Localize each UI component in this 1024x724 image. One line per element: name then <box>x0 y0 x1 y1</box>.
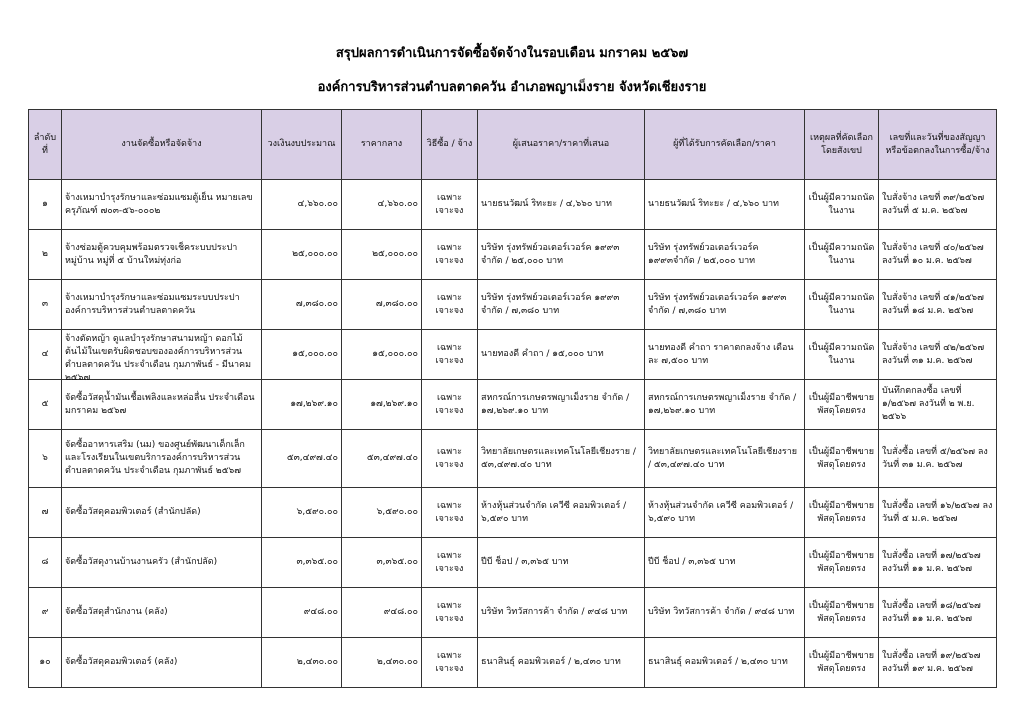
selected-vendor <box>645 280 805 330</box>
budget-amount <box>262 588 342 638</box>
contract-reference-text: ใบสั่งซื้อ เลขที่ ๑๗/๒๕๖๗ ลงวันที่ ๑๑ ม.ค. ๒๕๖๗ <box>882 550 981 574</box>
median-price-text: ๑๕,๐๐๐.๐๐ <box>372 349 418 359</box>
work-description-text: จ้างซ่อมตู้ควบคุมพร้อมตรวจเช็คระบบประปาหมู่บ้าน หมู่ที่ ๕ บ้านใหม่ทุ่งก่อ <box>65 242 238 266</box>
median-price <box>342 430 422 488</box>
selection-reason <box>805 638 879 688</box>
median-price <box>342 488 422 538</box>
row-number-text: ๗ <box>41 507 49 517</box>
contract-reference-text: ใบสั่งซื้อ เลขที่ ๑๙/๒๕๖๗ ลงวันที่ ๑๙ ม.ค. ๒๕๖๗ <box>882 650 981 674</box>
median-price-text: ๗,๓๘๐.๐๐ <box>375 299 418 309</box>
procurement-method <box>422 588 478 638</box>
selection-reason <box>805 488 879 538</box>
table-row <box>29 180 997 230</box>
bidder-offer-text: นายธนวัฒน์ ริทะยะ / ๔,๖๖๐ บาท <box>481 199 612 209</box>
budget-amount-text: ๗,๓๘๐.๐๐ <box>295 299 338 309</box>
row-number <box>29 330 62 380</box>
selection-reason-text: เป็นผู้มีความถนัดในงาน <box>808 242 875 266</box>
work-description <box>62 330 262 383</box>
selected-vendor <box>645 330 805 380</box>
procurement-method <box>422 230 478 280</box>
median-price-text: ๓,๓๖๕.๐๐ <box>376 557 418 567</box>
bidder-offer-text: ธนาสินธุ์ คอมพิวเตอร์ / ๒,๔๓๐ บาท <box>481 657 621 667</box>
header-method: วิธีซื้อ / จ้าง <box>422 110 478 180</box>
bidder-offer <box>478 488 645 538</box>
median-price-text: ๒๕,๐๐๐.๐๐ <box>372 249 418 259</box>
selection-reason-text: เป็นผู้มีอาชีพขายพัสดุโดยตรง <box>808 446 875 470</box>
selected-vendor <box>645 488 805 538</box>
bidder-offer <box>478 280 645 330</box>
header-selected: ผู้ที่ได้รับการคัดเลือก/ราคา <box>645 110 805 180</box>
median-price-text: ๒,๔๓๐.๐๐ <box>376 657 418 667</box>
bidder-offer-text: ห้างหุ้นส่วนจำกัด เควีซี คอมพิวเตอร์ / ๖,๕๙๐ บาท <box>481 500 627 524</box>
table-row <box>29 380 997 430</box>
contract-reference <box>879 588 997 638</box>
selected-vendor-text: สหกรณ์การเกษตรพญาเม็งราย จำกัด / ๑๗,๒๖๙.๑๐ บาท <box>648 392 797 416</box>
bidder-offer-text: บริษัท รุ่งทรัพย์วอเตอร์เวอร์ค ๑๙๙๓ จำกัด / ๒๕,๐๐๐ บาท <box>481 242 620 266</box>
work-description-text: จัดซื้อวัสดุคอมพิวเตอร์ (สำนักปลัด) <box>65 507 201 517</box>
table-row <box>29 230 997 280</box>
selection-reason-text: เป็นผู้มีความถนัดในงาน <box>808 192 875 216</box>
budget-amount-text: ๙๔๘.๐๐ <box>303 607 338 617</box>
procurement-method <box>422 180 478 230</box>
row-number <box>29 280 62 330</box>
budget-amount <box>262 538 342 588</box>
selection-reason <box>805 588 879 638</box>
procurement-method <box>422 538 478 588</box>
selection-reason <box>805 538 879 588</box>
row-number-text: ๒ <box>42 249 48 259</box>
bidder-offer <box>478 180 645 230</box>
contract-reference-text: ใบสั่งจ้าง เลขที่ ๔๐/๒๕๖๗ ลงวันที่ ๑๐ ม.ค. ๒๕๖๗ <box>882 242 984 266</box>
document-subtitle: องค์การบริหารส่วนตำบลตาดควัน อำเภอพญาเม็งราย จังหวัดเชียงราย <box>317 80 707 95</box>
row-number-text: ๙ <box>41 607 49 617</box>
selection-reason <box>805 330 879 380</box>
median-price-text: ๖,๕๙๐.๐๐ <box>376 507 418 517</box>
selection-reason <box>805 380 879 430</box>
table-row <box>29 488 997 538</box>
contract-reference-text: ใบสั่งจ้าง เลขที่ ๔๒/๒๕๖๗ ลงวันที่ ๓๑ ม.ค. ๒๕๖๗ <box>882 342 985 366</box>
budget-amount-text: ๖,๕๙๐.๐๐ <box>296 507 338 517</box>
header-contract: เลขที่และวันที่ของสัญญาหรือข้อตกลงในการซื้อ/จ้าง <box>879 110 997 180</box>
table-row <box>29 538 997 588</box>
contract-reference-text: ใบสั่งซื้อ เลขที่ ๑๘/๒๕๖๗ ลงวันที่ ๑๑ ม.ค. ๒๕๖๗ <box>882 600 981 624</box>
contract-reference <box>879 488 997 538</box>
bidder-offer <box>478 230 645 280</box>
row-number <box>29 588 62 638</box>
bidder-offer <box>478 430 645 488</box>
budget-amount-text: ๑๗,๒๖๙.๑๐ <box>290 399 338 409</box>
contract-reference <box>879 280 997 330</box>
header-work: งานจัดซื้อหรือจัดจ้าง <box>62 110 262 180</box>
selection-reason <box>805 280 879 330</box>
contract-reference <box>879 638 997 688</box>
row-number-text: ๑ <box>42 199 48 209</box>
header-budget: วงเงินงบประมาณ <box>262 110 342 180</box>
selected-vendor-text: ธนาสินธุ์ คอมพิวเตอร์ / ๒,๔๓๐ บาท <box>648 657 788 667</box>
contract-reference <box>879 330 997 380</box>
selected-vendor <box>645 230 805 280</box>
budget-amount <box>262 230 342 280</box>
contract-reference-text: ใบสั่งจ้าง เลขที่ ๓๙/๒๕๖๗ ลงวันที่ ๕ ม.ค. ๒๕๖๗ <box>882 192 985 216</box>
median-price <box>342 230 422 280</box>
selected-vendor-text: ปีบี ช็อป / ๓,๓๖๕ บาท <box>648 557 736 567</box>
budget-amount <box>262 330 342 380</box>
table-row <box>29 280 997 330</box>
document-title: สรุปผลการดำเนินการจัดซื้อจัดจ้างในรอบเดือน มกราคม ๒๕๖๗ <box>335 46 689 61</box>
bidder-offer-text: ปีบี ช็อป / ๓,๓๖๕ บาท <box>481 557 569 567</box>
procurement-method <box>422 380 478 430</box>
bidder-offer-text: สหกรณ์การเกษตรพญาเม็งราย จำกัด / ๑๗,๒๖๙.๑๐ บาท <box>481 392 630 416</box>
contract-reference <box>879 230 997 280</box>
budget-amount <box>262 380 342 430</box>
procurement-method-text: เฉพาะเจาะจง <box>435 292 464 316</box>
selection-reason-text: เป็นผู้มีอาชีพขายพัสดุโดยตรง <box>808 600 875 624</box>
budget-amount-text: ๕๓,๔๙๗.๔๐ <box>286 453 338 463</box>
work-description-text: จัดซื้ออาหารเสริม (นม) ของศูนย์พัฒนาเด็กเล็กและโรงเรียนในเขตบริการองค์การบริหารส่วนตำบลตาดควัน ประจำเดือน กุมภาพันธ์ ๒๕๖๗ <box>65 440 245 476</box>
work-description <box>62 538 262 588</box>
procurement-method <box>422 430 478 488</box>
selected-vendor <box>645 180 805 230</box>
bidder-offer <box>478 330 645 380</box>
row-number-text: ๖ <box>42 453 48 463</box>
median-price-text: ๔,๖๖๐.๐๐ <box>377 199 418 209</box>
median-price-text: ๑๗,๒๖๙.๑๐ <box>370 399 418 409</box>
header-no: ลำดับที่ <box>29 110 62 180</box>
selection-reason-text: เป็นผู้มีความถนัดในงาน <box>808 292 875 316</box>
selected-vendor <box>645 430 805 488</box>
median-price <box>342 638 422 688</box>
procurement-method <box>422 280 478 330</box>
row-number <box>29 180 62 230</box>
row-number <box>29 430 62 488</box>
work-description <box>62 280 262 330</box>
work-description-text: จ้างเหมาบำรุงรักษาและซ่อมแซมระบบประปาองค์การบริหารส่วนตำบลตาดควัน <box>65 292 240 316</box>
procurement-method-text: เฉพาะเจาะจง <box>435 500 464 524</box>
budget-amount-text: ๔,๖๖๐.๐๐ <box>297 199 338 209</box>
selected-vendor <box>645 588 805 638</box>
work-description <box>62 380 262 430</box>
budget-amount-text: ๒,๔๓๐.๐๐ <box>296 657 338 667</box>
selection-reason <box>805 230 879 280</box>
selected-vendor-text: นายธนวัฒน์ ริทะยะ / ๔,๖๖๐ บาท <box>648 199 779 209</box>
selected-vendor-text: บริษัท รุ่งทรัพย์วอเตอร์เวอร์ค ๑๙๙๓จำกัด / ๒๕,๐๐๐ บาท <box>648 242 759 266</box>
work-description-text: จัดซื้อวัสดุสำนักงาน (คลัง) <box>65 607 168 617</box>
contract-reference-text: บันทึกตกลงซื้อ เลขที่ ๑/๒๕๖๗ ลงวันที่ ๒ พ.ย. ๒๕๖๖ <box>882 386 975 422</box>
work-description-text: จัดซื้อวัสดุน้ำมันเชื้อเพลิงและหล่อลื่น ประจำเดือน มกราคม ๒๕๖๗ <box>65 392 255 416</box>
row-number <box>29 638 62 688</box>
row-number-text: ๔ <box>41 349 49 359</box>
selected-vendor-text: วิทยาลัยเกษตรและเทคโนโลยีเชียงราย / ๕๓,๔๙๗.๔๐ บาท <box>648 446 798 470</box>
budget-amount <box>262 180 342 230</box>
median-price <box>342 280 422 330</box>
selection-reason <box>805 180 879 230</box>
median-price <box>342 330 422 380</box>
bidder-offer-text: บริษัท รุ่งทรัพย์วอเตอร์เวอร์ค ๑๙๙๓ จำกัด / ๗,๓๘๐ บาท <box>481 292 620 316</box>
procurement-method <box>422 488 478 538</box>
row-number-text: ๕ <box>41 399 49 409</box>
selected-vendor <box>645 538 805 588</box>
row-number <box>29 538 62 588</box>
work-description <box>62 588 262 638</box>
procurement-method-text: เฉพาะเจาะจง <box>435 550 464 574</box>
procurement-method <box>422 638 478 688</box>
selection-reason <box>805 430 879 488</box>
work-description <box>62 230 262 280</box>
budget-amount <box>262 488 342 538</box>
median-price-text: ๙๔๘.๐๐ <box>383 607 418 617</box>
procurement-method-text: เฉพาะเจาะจง <box>435 242 464 266</box>
row-number-text: ๘ <box>41 557 49 567</box>
work-description <box>62 638 262 688</box>
selection-reason-text: เป็นผู้มีอาชีพขายพัสดุโดยตรง <box>808 500 875 524</box>
selected-vendor-text: นายทองดี คำถา ราคาตกลงจ้าง เดือนละ ๗,๕๐๐ บาท <box>648 342 794 366</box>
table-row <box>29 588 997 638</box>
procurement-method-text: เฉพาะเจาะจง <box>435 192 464 216</box>
row-number <box>29 230 62 280</box>
work-description-text: จ้างตัดหญ้า ดูแลบำรุงรักษาสนามหญ้า ดอกไม้ ต้นไม้ในเขตรับผิดชอบขององค์การบริหารส่วนตำบลตาดควัน ประจำเดือน กุมภาพันธ์ - มีนาคม ๒๕๖๗ <box>65 333 252 383</box>
row-number <box>29 488 62 538</box>
contract-reference <box>879 380 997 430</box>
procurement-table <box>28 109 997 688</box>
selection-reason-text: เป็นผู้มีอาชีพขายพัสดุโดยตรง <box>808 650 875 674</box>
table-row <box>29 430 997 488</box>
table-header-row <box>29 110 997 180</box>
budget-amount <box>262 638 342 688</box>
bidder-offer <box>478 538 645 588</box>
procurement-method-text: เฉพาะเจาะจง <box>435 446 464 470</box>
procurement-method-text: เฉพาะเจาะจง <box>435 392 464 416</box>
selected-vendor-text: บริษัท รุ่งทรัพย์วอเตอร์เวอร์ค ๑๙๙๓ จำกัด / ๗,๓๘๐ บาท <box>648 292 787 316</box>
contract-reference-text: ใบสั่งซื้อ เลขที่ ๕/๒๕๖๗ ลงวันที่ ๓๑ ม.ค. ๒๕๖๗ <box>882 446 988 470</box>
procurement-method <box>422 330 478 380</box>
bidder-offer-text: นายทองดี คำถา / ๑๕,๐๐๐ บาท <box>481 349 604 359</box>
work-description-text: จัดซื้อวัสดุงานบ้านงานครัว (สำนักปลัด) <box>65 557 218 567</box>
selection-reason-text: เป็นผู้มีอาชีพขายพัสดุโดยตรง <box>808 550 875 574</box>
median-price <box>342 180 422 230</box>
bidder-offer <box>478 380 645 430</box>
selected-vendor-text: บริษัท วิทวัสการค้า จำกัด / ๙๔๘ บาท <box>648 607 795 617</box>
contract-reference <box>879 430 997 488</box>
work-description <box>62 430 262 488</box>
header-median-price: ราคากลาง <box>342 110 422 180</box>
budget-amount-text: ๑๕,๐๐๐.๐๐ <box>292 349 338 359</box>
bidder-offer-text: บริษัท วิทวัสการค้า จำกัด / ๙๔๘ บาท <box>481 607 628 617</box>
work-description-text: จัดซื้อวัสดุคอมพิวเตอร์ (คลัง) <box>65 657 178 667</box>
procurement-method-text: เฉพาะเจาะจง <box>435 342 464 366</box>
row-number-text: ๓ <box>41 299 49 309</box>
table-row <box>29 638 997 688</box>
selected-vendor <box>645 638 805 688</box>
table-row <box>29 330 997 380</box>
contract-reference-text: ใบสั่งจ้าง เลขที่ ๔๑/๒๕๖๗ ลงวันที่ ๑๘ ม.ค. ๒๕๖๗ <box>882 292 984 316</box>
bidder-offer-text: วิทยาลัยเกษตรและเทคโนโลยีเชียงราย / ๕๓,๔๙๗.๔๐ บาท <box>481 446 636 470</box>
selected-vendor <box>645 380 805 430</box>
header-reason: เหตุผลที่คัดเลือกโดยสังเขป <box>805 110 879 180</box>
contract-reference <box>879 538 997 588</box>
row-number <box>29 380 62 430</box>
median-price <box>342 380 422 430</box>
budget-amount-text: ๓,๓๖๕.๐๐ <box>296 557 338 567</box>
budget-amount <box>262 280 342 330</box>
row-number-text: ๑๐ <box>39 657 51 667</box>
work-description-text: จ้างเหมาบำรุงรักษาและซ่อมแซมตู้เย็น หมายเลขครุภัณฑ์ ๗๐๓-๕๖-๐๐๐๒ <box>65 192 253 216</box>
contract-reference-text: ใบสั่งซื้อ เลขที่ ๑๖/๒๕๖๗ ลงวันที่ ๕ ม.ค. ๒๕๖๗ <box>882 500 993 524</box>
contract-reference <box>879 180 997 230</box>
median-price-text: ๕๓,๔๙๗.๔๐ <box>366 453 418 463</box>
budget-amount <box>262 430 342 488</box>
work-description <box>62 180 262 230</box>
selection-reason-text: เป็นผู้มีความถนัดในงาน <box>808 342 875 366</box>
header-bidders: ผู้เสนอราคา/ราคาที่เสนอ <box>478 110 645 180</box>
bidder-offer <box>478 638 645 688</box>
procurement-method-text: เฉพาะเจาะจง <box>435 600 464 624</box>
median-price <box>342 588 422 638</box>
bidder-offer <box>478 588 645 638</box>
work-description <box>62 488 262 538</box>
selection-reason-text: เป็นผู้มีอาชีพขายพัสดุโดยตรง <box>808 392 875 416</box>
selected-vendor-text: ห้างหุ้นส่วนจำกัด เควีซี คอมพิวเตอร์ / ๖,๕๙๐ บาท <box>648 500 794 524</box>
budget-amount-text: ๒๕,๐๐๐.๐๐ <box>292 249 338 259</box>
median-price <box>342 538 422 588</box>
procurement-method-text: เฉพาะเจาะจง <box>435 650 464 674</box>
